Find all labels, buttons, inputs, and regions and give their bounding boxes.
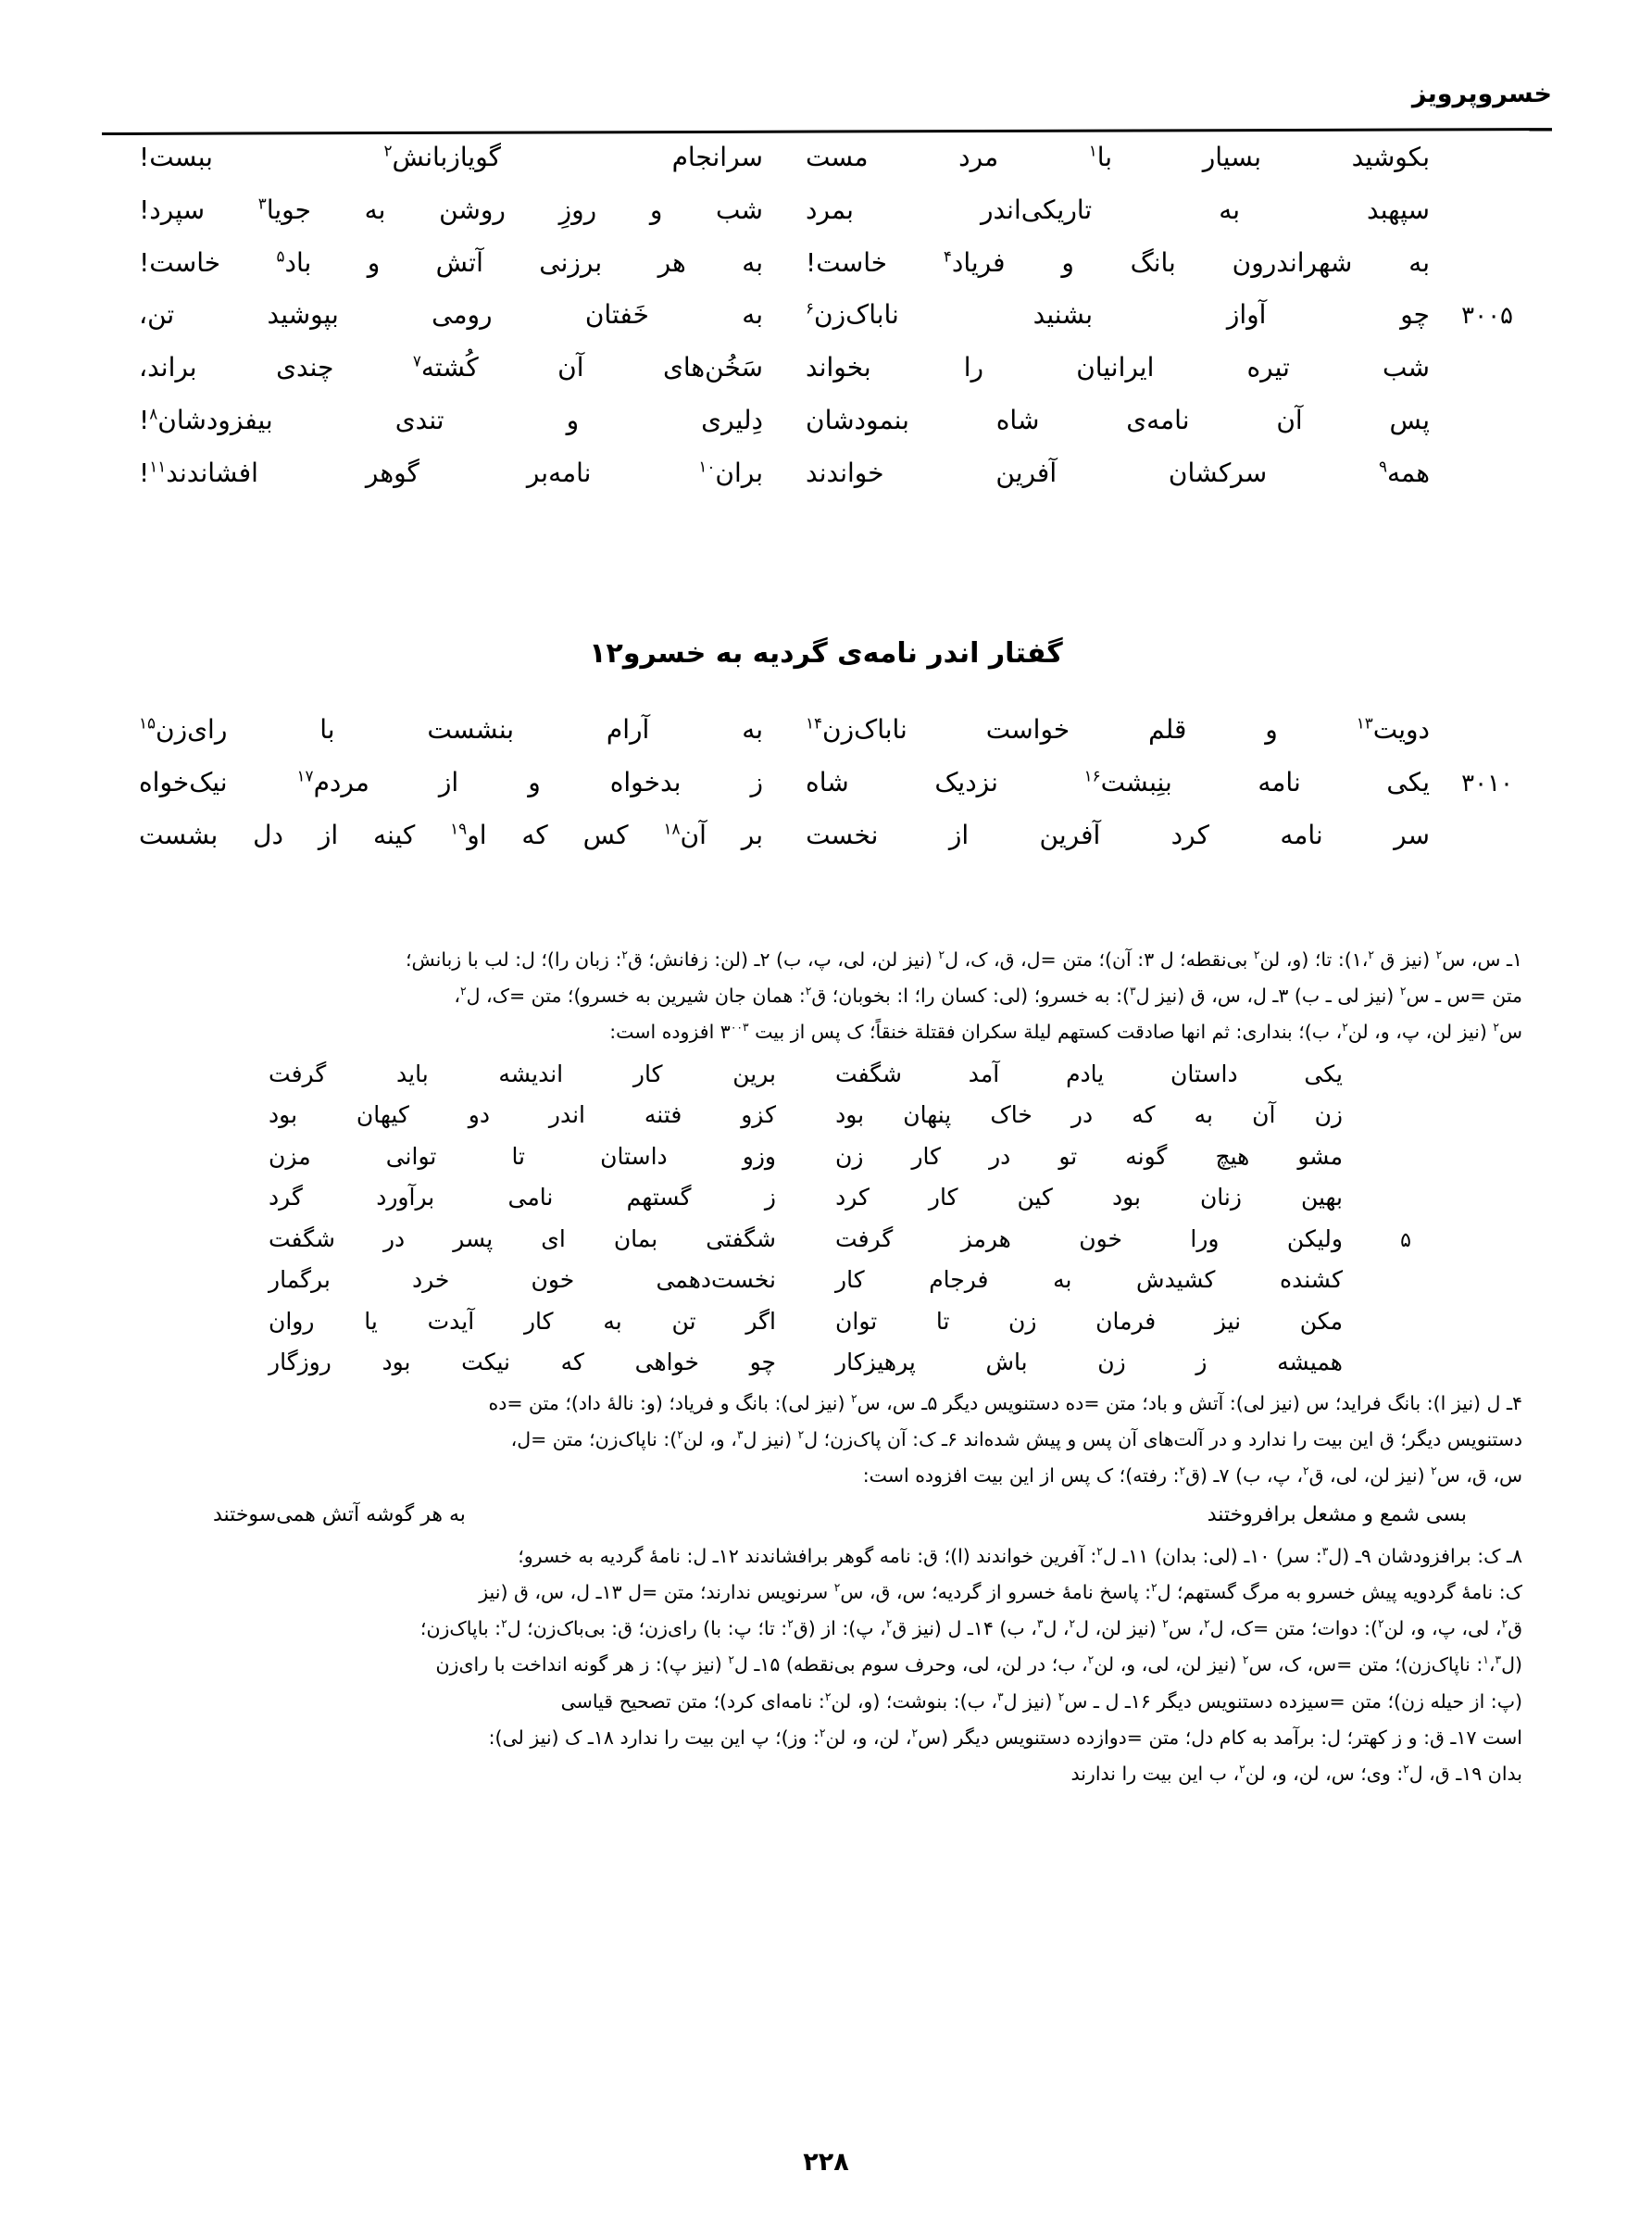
hemistich-1: یکی نامه بنِبشت$^{۱۶}$ نزدیک شاه: [806, 766, 1430, 797]
hemistich-1: سر نامه کرد آفرین از نخست: [806, 819, 1430, 850]
apparatus-1-line: س$^۲$ (نیز لن، پ، و، لن$^۲$، ب)؛ بنداری: ثم انها صادقت کستهم لیلة سکران فقتلة خنقاً؛ ک پس از بیت $۳^{۰۰۳}$ افزوده است:: [609, 1021, 1522, 1044]
running-head-title: خسروپرویز: [1411, 80, 1552, 108]
couplet: [269, 1223, 1411, 1256]
hemistich-1: بکوشید بسیار با$^۱$ مرد مست: [806, 141, 1430, 172]
couplet: [139, 711, 1513, 748]
couplet: [139, 817, 1513, 854]
hemistich-1: همیشه ز زن باش پرهیزکار: [835, 1349, 1343, 1376]
hemistich-2: برین کار اندیشه باید گرفت: [269, 1060, 776, 1087]
hemistich-1: کشنده کشیدش به فرجام کار: [835, 1266, 1343, 1294]
couplet: [139, 245, 1513, 282]
verse-number: ۳۰۰۵: [1461, 302, 1513, 331]
hemistich-2: سرانجام گویازبانش$^۲$ ببست!: [139, 141, 763, 172]
inset2-hemistich-2: به هر گوشه آتش همی‌سوختند: [213, 1503, 466, 1527]
hemistich-2: ز گستهم نامی برآورد گرد: [269, 1184, 776, 1211]
section-heading: گفتار اندر نامه‌ی گردیه به خسرو۱۲: [589, 637, 1063, 670]
couplet: [269, 1140, 1411, 1173]
couplet: [139, 139, 1513, 176]
hemistich-2: کزو فتنه اندر دو کیهان بود: [269, 1101, 776, 1129]
hemistich-2: اگر تن به کار آیدت یا روان: [269, 1307, 776, 1335]
hemistich-2: شب و روزِ روشن به جویا$^۳$ سپرد!: [139, 194, 763, 225]
running-head-rule: [102, 128, 1552, 135]
hemistich-1: شب تیره ایرانیان را بخواند: [806, 352, 1430, 383]
apparatus-3-line: (پ: از حیله زن)؛ متن =سیزده دستنویس دیگر ۱۶ـ ل ـ س$^۲$ (نیز ل$^۳$، ب): بنوشت؛ (و، لن$^۲$: نامه‌ای کرد)؛ متن تصحیح قیاسی: [560, 1689, 1522, 1713]
apparatus-3-line: ۸ـ ک: برافزودشان ۹ـ (ل$^۳$: سر) ۱۰ـ (لی: بدان) ۱۱ـ ل$^۲$: آفرین خواندند (ا)؛ ق: نامه گوهر برافشاندند ۱۲ـ ل: نامهٔ گردیه به خسرو؛: [518, 1544, 1522, 1567]
couplet: [139, 402, 1513, 439]
hemistich-2: شگفتی بمان ای پسر در شگفت: [269, 1224, 776, 1252]
hemistich-1: به شهراندرون بانگ و فریاد$^۴$ خاست!: [806, 246, 1430, 278]
verse-number: ۳۰۱۰: [1461, 769, 1513, 797]
apparatus-3-line: بدان ۱۹ـ ق، ل$^۲$: وی؛ س، لن، و، لن$^۲$، ب این بیت را ندارند: [1070, 1763, 1522, 1786]
hemistich-2: وزو داستان تا توانی مزن: [269, 1142, 776, 1170]
hemistich-2: سَخُن‌های آن کُشته$^۷$ چندی براند،: [139, 351, 763, 383]
apparatus-3-line: است ۱۷ـ ق: و ز کهتر؛ ل: برآمد به کام دل؛ متن =دوازده دستنویس دیگر (س$^۲$، لن، و، لن$^۲$: وز)؛ پ این بیت را ندارد ۱۸ـ ک (نیز لی):: [488, 1726, 1522, 1749]
hemistich-1: دویت$^{۱۳}$ و قلم خواست ناباک‌زن$^{۱۴}$: [806, 713, 1430, 745]
inset2-hemistich-1: بسی شمع و مشعل برافروختند: [1207, 1503, 1467, 1527]
couplet: [139, 192, 1513, 229]
hemistich-1: چو آواز بشنید ناباک‌زن$^۶$: [806, 298, 1430, 331]
hemistich-2: به خَفتان رومی بپوشید تن،: [139, 299, 763, 331]
verse-block-after-heading: [139, 711, 1513, 869]
hemistich-1: مشو هیچ گونه تو در کار زن: [835, 1142, 1343, 1170]
hemistich-1: ولیکن ورا خون هرمز گرفت: [835, 1224, 1343, 1252]
hemistich-2: به آرام بنشست با رای‌زن$^{۱۵}$: [139, 713, 763, 745]
hemistich-1: سپهبد به تاریکی‌اندر بمرد: [806, 194, 1430, 225]
couplet: [269, 1346, 1411, 1379]
hemistich-1: همه$^۹$ سرکشان آفرین خواندند: [806, 457, 1430, 488]
running-head: [0, 44, 1652, 109]
hemistich-2: بران$^{۱۰}$ نامه‌بر گوهر افشاندند$^{۱۱}$!: [139, 457, 763, 488]
apparatus-1-line: ۱ـ س، س$^۲$ (نیز ق ۱،$^۲$): تا؛ (و، لن$^۲$ بی‌نقطه؛ ل ۳: آن)؛ متن =ل، ق، ک، ل$^۲$ (نیز لن، لی، پ، ب) ۲ـ (لن: زفانش؛ ق$^۲$: زبان را)؛ ل: لب با زبانش؛: [406, 948, 1522, 971]
folio-page-number: ۲۲۸: [803, 2148, 849, 2177]
apparatus-block-2: [130, 1388, 1522, 1492]
hemistich-1: پس آن نامه‌ی شاه بنمودشان: [806, 404, 1430, 435]
apparatus-inset-verse-2: [130, 1499, 1522, 1532]
hemistich-2: چو خواهی که نیکت بود روزگار: [269, 1349, 776, 1376]
couplet: [269, 1263, 1411, 1297]
hemistich-1: بهین زنان بود کین کار کرد: [835, 1184, 1343, 1211]
apparatus-block-1: [130, 945, 1522, 1048]
apparatus-3-line: ق$^۲$، لی، پ، و، لن$^۲$): دوات؛ متن =ک، ل$^۲$، س$^۲$ (نیز لن، ل$^۲$، ل$^۳$، ب) ۱۴ـ ل (نیز ق$^۲$، پ): از (ق$^۲$: تا؛ پ: با) رای‌زن؛ ق: بی‌باک‌زن؛ ل$^۲$: باپاک‌زن؛: [419, 1617, 1522, 1640]
apparatus-2-line: ۴ـ ل (نیز ا): بانگ فراید؛ س (نیز لی): آتش و باد؛ متن =ده دستنویس دیگر ۵ـ س، س$^۲$ (نیز لی): بانگ و فریاد؛ (و: نالهٔ داد)؛ متن =ده: [488, 1391, 1522, 1414]
couplet: [139, 455, 1513, 492]
apparatus-3-line: (ل$^۱$،$^۳$: ناپاک‌زن)؛ متن =س، ک، س$^۲$ (نیز لن، لی، و، لن$^۲$، ب؛ در لن، لی، وحرف سوم بی‌نقطه) ۱۵ـ ل$^۲$ (نیز پ): ز هر گونه انداخت با رای‌زن: [435, 1653, 1522, 1676]
verse-block-top: [139, 139, 1513, 507]
hemistich-2: نخست‌دهمی خون خرد برگمار: [269, 1266, 776, 1294]
couplet: [269, 1058, 1411, 1091]
hemistich-1: مکن نیز فرمان زن تا توان: [835, 1307, 1343, 1335]
couplet: [139, 764, 1513, 801]
hemistich-1: زن آن به که در خاک پنهان بود: [835, 1101, 1343, 1129]
hemistich-2: به هر برزنی آتش و باد$^۵$ خاست!: [139, 246, 763, 278]
apparatus-block-3: [130, 1541, 1522, 1789]
couplet: [269, 1098, 1411, 1132]
hemistich-2: بر آن$^{۱۸}$ کس که او$^{۱۹}$ کینه از دل بشست: [139, 819, 763, 850]
apparatus-2-line: دستنویس دیگر؛ ق این بیت را ندارد و در آلت‌های آن پس و پیش شده‌اند ۶ـ ک: آن پاک‌زن؛ ل$^۲$ (نیز ل$^۳$، و، لن$^۲$): ناپاک‌زن؛ متن =ل،: [510, 1427, 1522, 1450]
couplet: [269, 1181, 1411, 1214]
apparatus-inset-verses-1: [130, 1058, 1522, 1379]
apparatus-2-line: س، ق، س$^۲$ (نیز لن، لی، ق$^۲$، پ، ب) ۷ـ (ق$^۲$: رفته)؛ ک پس از این بیت افزوده است:: [862, 1464, 1522, 1487]
hemistich-2: دِلیری و تندی بیفزودشان$^۸$!: [139, 404, 763, 435]
couplet: [139, 349, 1513, 386]
couplet: [139, 296, 1513, 333]
verse-number: ۵: [1400, 1228, 1411, 1252]
apparatus-1-line: متن =س ـ س$^۲$ (نیز لی ـ ب) ۳ـ ل، س، ق (نیز ل$^۳$): به خسرو؛ (لی: کسان را؛ ا: بخوبان؛ ق$^۲$: همان جان شیرین به خسرو)؛ متن =ک، ل$^۲$،: [454, 985, 1522, 1008]
critical-apparatus: [130, 945, 1522, 1795]
apparatus-3-line: ک: نامهٔ گردویه پیش خسرو به مرگ گستهم؛ ل$^۲$: پاسخ نامهٔ خسرو از گردیه؛ س، ق، س$^۲$ سرنویس ندارند؛ متن =ل ۱۳ـ ل، س، ق (نیز: [479, 1581, 1522, 1604]
couplet: [269, 1305, 1411, 1338]
hemistich-2: ز بدخواه و از مردم$^{۱۷}$ نیک‌خواه: [139, 766, 763, 797]
hemistich-1: یکی داستان یادم آمد شگفت: [835, 1060, 1343, 1087]
